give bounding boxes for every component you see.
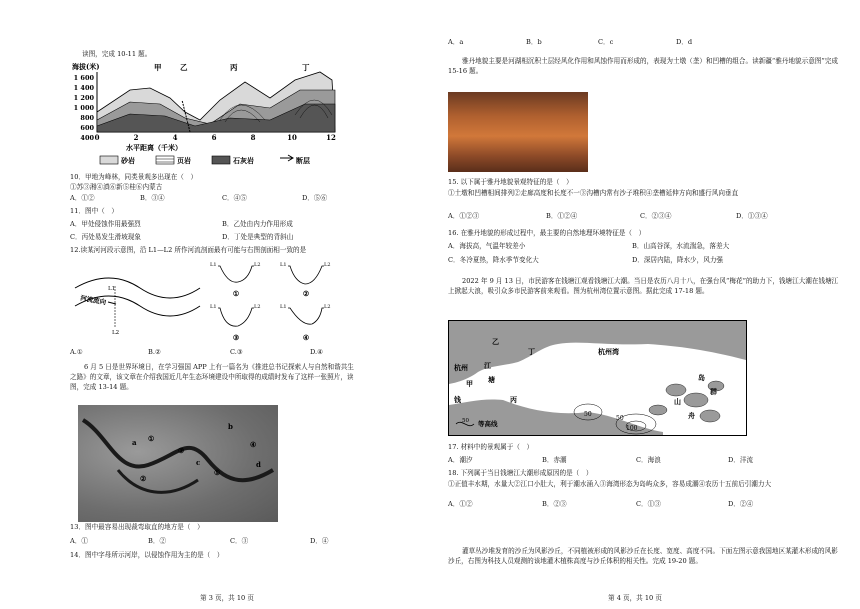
q12-option-b[interactable]: B.② <box>148 348 161 356</box>
q10-option-b[interactable]: B．③④ <box>140 194 165 202</box>
q11-option-d[interactable]: D．丁处是典型的背斜山 <box>222 233 294 241</box>
xtick: 6 <box>211 133 217 142</box>
legend-swatch-limestone <box>212 156 230 164</box>
q15-option-b[interactable]: B．①②④ <box>546 212 578 220</box>
q16: 16. 在雅丹地貌的形成过程中，最主要的自然地理环境特征是（ ） <box>448 229 646 237</box>
svg-text:岛: 岛 <box>698 373 705 382</box>
svg-text:丁: 丁 <box>528 347 535 356</box>
svg-text:L2: L2 <box>112 330 120 336</box>
q10-option-c[interactable]: C．④⑤ <box>222 194 247 202</box>
section-circle-2: ② <box>302 289 310 298</box>
q11-option-a[interactable]: A．甲处侵蚀作用最强烈 <box>70 220 141 228</box>
q10-items: ①苏③湘④滇⑥新⑤桂⑥内蒙古 <box>70 183 163 191</box>
fault-arrow-icon <box>280 155 293 161</box>
para-15-16: 雅丹地貌主要是河湖相沉积土层经风化作用和风蚀作用而形成的，表现为土墩（垄）和凹槽的组合。读新疆“雅丹地貌示意图”完成 15-16 题。 <box>448 57 838 75</box>
q11-option-c[interactable]: C．丙处易发生滑坡现象 <box>70 233 141 241</box>
legend-swatch-shale <box>156 156 174 164</box>
q18: 18. 下列属于当日钱塘江大潮形成原因的是（ ） <box>448 469 593 477</box>
point-bing: 丙 <box>230 63 238 72</box>
xtick: 2 <box>133 133 139 142</box>
river-flow-label: 河流流向 <box>79 294 107 307</box>
ytick: 400 <box>80 134 94 142</box>
q14-option-b[interactable]: B．b <box>526 38 542 46</box>
hangzhou-bay-map <box>448 320 748 436</box>
q16-option-a[interactable]: A．海拔高，气温年较差小 <box>448 242 526 250</box>
legend-sandstone: 砂岩 <box>121 156 135 165</box>
q13-option-b[interactable]: B．② <box>148 537 167 545</box>
ytick: 1 400 <box>73 84 94 92</box>
map-hangzhou: 杭州 <box>454 363 468 372</box>
river-photo <box>78 405 278 522</box>
legend-limestone: 石灰岩 <box>233 156 254 165</box>
point-jia: 甲 <box>154 63 162 72</box>
ytick: 1 200 <box>73 94 94 102</box>
q17-option-b[interactable]: B．赤潮 <box>542 456 567 464</box>
para-13-14: 6 月 5 日是世界环境日，在学习强国 APP 上有一篇名为《推进总书记探索人与自然和谐共生之路》的文章，该文章在介绍我国近几年生态环境建设中所取得的成绩时发布了这样一张照片，读图，完成 13-14 题。 <box>70 363 354 391</box>
q15-items: ①土墩和凹槽相间排列②走廊高度和长度不一③沟槽内常有沙子堆积④垄槽延伸方向和盛行风向垂直 <box>448 189 739 197</box>
svg-text:d: d <box>256 460 261 469</box>
q17: 17. 材料中的景观属于（ ） <box>448 443 534 451</box>
svg-text:50: 50 <box>462 418 469 424</box>
fig1-ylabel: 海拔(米) <box>72 62 100 71</box>
svg-text:甲: 甲 <box>466 379 473 388</box>
para-19-20: 灌草丛沙堆发育的沙丘为风影沙丘，不同植被形成的风影沙丘在长度、宽度、高度不同。下面左图示意我国地区某灌木形成的风影沙丘，右图为科技人员观测的该地灌木植株高度与沙丘体积的相关性。完成 19-20 题。 <box>448 547 838 565</box>
q18-option-a[interactable]: A．①② <box>448 500 473 508</box>
svg-text:L1: L1 <box>280 262 287 268</box>
map-legend-contour: 等高线 <box>478 420 498 428</box>
svg-text:钱: 钱 <box>454 395 461 404</box>
q17-option-a[interactable]: A．潮汐 <box>448 456 473 464</box>
page-number-3: 第 3 页，共 10 页 <box>200 594 254 602</box>
q18-option-d[interactable]: D．②④ <box>728 500 754 508</box>
svg-text:L1: L1 <box>280 304 287 310</box>
svg-text:丙: 丙 <box>510 395 517 404</box>
yardang-landform-photo <box>448 92 588 172</box>
svg-text:乙: 乙 <box>492 337 499 346</box>
q12-option-a[interactable]: A.① <box>70 348 83 356</box>
q18-items: ①正值丰水期，水量大②江口小肚大，利于潮水涌入③海湾形态为岛屿众多，容易成潮④农历十五前后引潮力大 <box>448 480 772 488</box>
q13-option-c[interactable]: C．③ <box>230 537 249 545</box>
svg-text:L1: L1 <box>210 304 217 310</box>
q13-option-a[interactable]: A．① <box>70 537 88 545</box>
svg-text:L2: L2 <box>324 262 331 268</box>
fig1-xlabel: 水平距离（千米） <box>126 143 182 152</box>
q17-option-d[interactable]: D．洋流 <box>728 456 754 464</box>
xtick: 10 <box>287 133 297 142</box>
q18-option-c[interactable]: C．①③ <box>636 500 661 508</box>
q14-option-c[interactable]: C．c <box>598 38 614 46</box>
svg-text:100: 100 <box>626 425 638 432</box>
geologic-cross-section-figure <box>70 60 350 172</box>
section-circle-3: ③ <box>232 333 240 342</box>
q12: 12.读某河河段示意图，沿 L1—L2 所作河流剖面最有可能与右图剖面相一致的是 <box>70 246 307 254</box>
svg-text:②: ② <box>140 474 147 483</box>
point-ding: 丁 <box>302 63 310 72</box>
para-17-18: 2022 年 9 月 13 日，市民游客在钱塘江观看钱塘江大潮。当日是农历八月十八，在强台风“梅花”的助力下，钱塘江大潮在钱塘江上掀起大浪，吸引众多市民游客前来观看。图为杭州湾位置示意图。据此完成 17-18 题。 <box>448 277 839 295</box>
q11: 11．图中（ ） <box>70 207 118 215</box>
point-yi: 乙 <box>180 63 188 72</box>
xtick: 12 <box>326 133 336 142</box>
ytick: 800 <box>80 114 94 122</box>
legend-fault: 断层 <box>296 156 310 165</box>
q13-option-d[interactable]: D．④ <box>310 537 329 545</box>
q10-option-d[interactable]: D．⑤⑥ <box>302 194 328 202</box>
q15-option-c[interactable]: C．②③④ <box>640 212 672 220</box>
ytick: 1 600 <box>73 74 94 82</box>
xtick: 8 <box>250 133 256 142</box>
q12-option-d[interactable]: D.④ <box>310 348 324 356</box>
q15-option-a[interactable]: A．①②③ <box>448 212 480 220</box>
q15-option-d[interactable]: D．①③④ <box>736 212 768 220</box>
q18-option-b[interactable]: B．②③ <box>542 500 567 508</box>
q10-option-a[interactable]: A．①② <box>70 194 95 202</box>
svg-text:舟: 舟 <box>688 411 695 420</box>
svg-text:L1: L1 <box>108 286 116 292</box>
svg-text:b: b <box>228 422 233 431</box>
svg-text:③: ③ <box>178 446 185 455</box>
svg-text:⑤: ⑤ <box>214 468 221 477</box>
q15: 15. 以下属于雅丹地貌景观特征的是（ ） <box>448 178 573 186</box>
legend-swatch-sandstone <box>100 156 118 164</box>
svg-text:L2: L2 <box>254 262 261 268</box>
map-hangzhou-bay: 杭州湾 <box>598 347 619 356</box>
svg-text:L2: L2 <box>324 304 331 310</box>
section-circle-4: ④ <box>302 333 310 342</box>
svg-text:a: a <box>132 438 137 447</box>
q16-option-d[interactable]: D．深居内陆，降水少，风力强 <box>632 256 724 264</box>
q13: 13．图中最容易出现裁弯取直的地方是（ ） <box>70 523 204 531</box>
svg-text:50: 50 <box>584 411 592 418</box>
svg-text:江: 江 <box>484 361 491 370</box>
q17-option-c[interactable]: C．海浪 <box>636 456 661 464</box>
svg-text:L2: L2 <box>254 304 261 310</box>
svg-text:山: 山 <box>674 397 681 406</box>
svg-text:④: ④ <box>250 440 257 449</box>
q14-option-a[interactable]: A．a <box>448 38 464 46</box>
q16-option-c[interactable]: C．冬冷夏热，降水季节变化大 <box>448 256 539 264</box>
ytick: 1 000 <box>73 104 94 112</box>
svg-text:群: 群 <box>710 387 717 396</box>
xtick: 4 <box>172 133 178 142</box>
legend-shale: 页岩 <box>177 156 191 165</box>
svg-text:L1: L1 <box>210 262 217 268</box>
river-section-figure <box>70 258 360 348</box>
q14: 14．图中字母所示河岸，以侵蚀作用为主的是（ ） <box>70 551 224 559</box>
svg-text:①: ① <box>148 434 155 443</box>
q16-option-b[interactable]: B．山高谷深，水流湍急，落差大 <box>632 242 730 250</box>
intro-10-11: 读图，完成 10-11 题。 <box>82 50 152 58</box>
section-circle-1: ① <box>232 289 240 298</box>
xtick: 0 <box>94 133 100 142</box>
q12-option-c[interactable]: C.③ <box>230 348 243 356</box>
q11-option-b[interactable]: B．乙处由内力作用形成 <box>222 220 293 228</box>
exam-page-4 <box>430 0 860 609</box>
page-number-4: 第 4 页，共 10 页 <box>608 594 662 602</box>
svg-text:50: 50 <box>616 415 624 422</box>
q10: 10．甲地为峰林，同类景观多出现在（ ） <box>70 173 198 181</box>
ytick: 600 <box>80 124 94 132</box>
svg-text:c: c <box>196 458 201 467</box>
svg-text:塘: 塘 <box>488 375 495 384</box>
q14-option-d[interactable]: D．d <box>676 38 693 46</box>
